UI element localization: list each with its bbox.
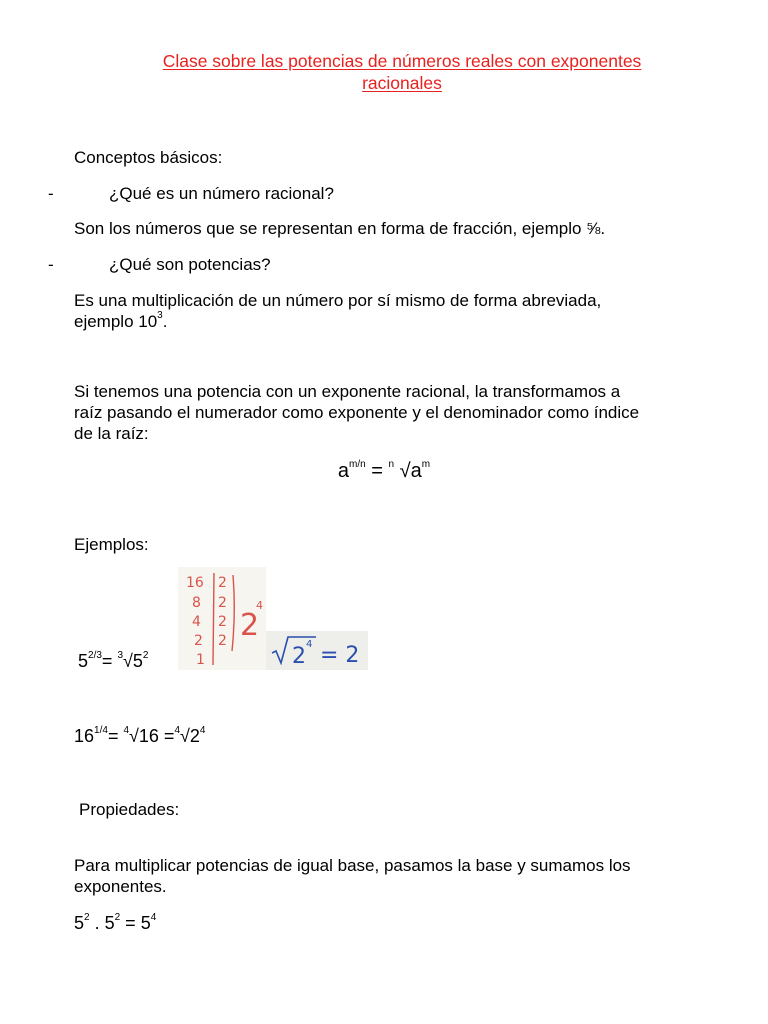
example-1: $5^{2/3}= ^3√5^2$ [78, 650, 149, 671]
propiedades-heading: Propiedades: [79, 800, 180, 819]
hw-divisor-3: 2 [218, 633, 227, 649]
hw-number-0: 16 [186, 575, 204, 591]
handwritten-factorization-image [178, 567, 266, 670]
question-rational-number: ¿Qué es un número racional? [109, 184, 334, 203]
conceptos-heading: Conceptos básicos: [74, 148, 223, 167]
answer-powers-line-2: ejemplo $10^3$. [74, 310, 168, 331]
page-title [84, 50, 720, 94]
hw-number-4: 1 [196, 652, 205, 668]
property-1-line-1: Para multiplicar potencias de igual base, pasamos la base y sumamos los [74, 856, 631, 875]
property-1-line-2: exponentes. [74, 877, 167, 896]
hw-divisor-1: 2 [218, 595, 227, 611]
hw-divisor-0: 2 [218, 575, 227, 591]
property-1-example: $5^2$ . $5^2 = 5^4$ [74, 912, 157, 933]
answer-rational-number: Son los números que se representan en forma de fracción, ejemplo ⅝. [74, 219, 606, 238]
handwritten-root-image [266, 631, 368, 670]
hw-root-exp: 4 [306, 639, 313, 650]
rule-line-3: de la raíz: [74, 424, 149, 443]
rule-line-2: raíz pasando el numerador como exponente y el denominador como índice [74, 403, 640, 422]
hw-result-base: 2 [240, 608, 260, 643]
title-line-2: racionales [362, 73, 442, 93]
hw-result-exp: 4 [256, 599, 263, 612]
bullet-dash-2: - [48, 255, 54, 274]
example-2: $16^{1/4}= ^4√16 =^4√2^4$ [74, 725, 206, 746]
hw-divisor-2: 2 [218, 614, 227, 630]
rule-line-1: Si tenemos una potencia con un exponente racional, la transformamos a [74, 382, 621, 401]
title-line-1: Clase sobre las potencias de números reales con exponentes [162, 51, 642, 71]
ejemplos-heading: Ejemplos: [74, 535, 149, 554]
hw-number-3: 2 [194, 633, 203, 649]
hw-root-rhs: = 2 [320, 643, 360, 668]
hw-number-1: 8 [192, 595, 201, 611]
question-powers: ¿Qué son potencias? [109, 255, 271, 274]
main-formula: $a^{m/n} = ^n$ $√a^m$ [337, 459, 431, 482]
hw-number-2: 4 [192, 614, 201, 630]
hw-root-base: 2 [292, 644, 306, 669]
bullet-dash-1: - [48, 184, 54, 203]
answer-powers-line-1: Es una multiplicación de un número por sí mismo de forma abreviada, [74, 291, 602, 310]
